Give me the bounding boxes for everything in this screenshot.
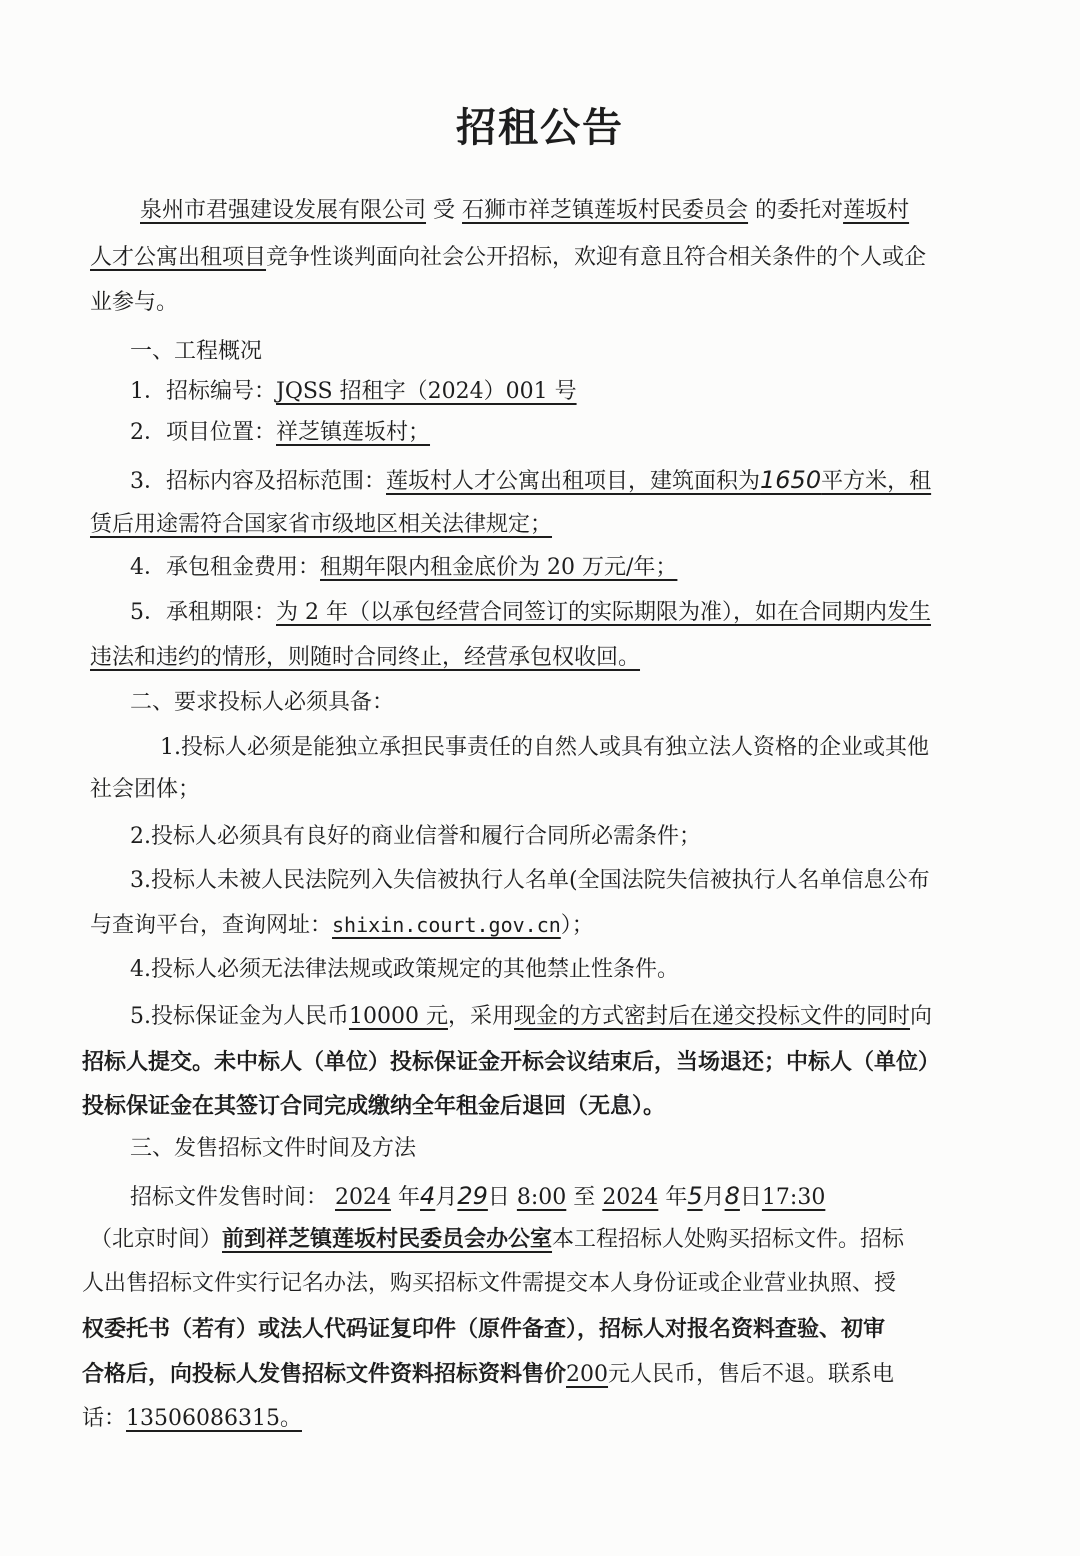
requirement-5-cont: 投标保证金在其签订合同完成缴纳全年租金后退回（无息）。 xyxy=(82,1093,666,1119)
item-location xyxy=(130,418,430,448)
req-text: 与查询平台，查询网址： xyxy=(90,913,333,938)
req-text: ，采用 xyxy=(447,1004,514,1029)
intro-text: 业参与。 xyxy=(90,290,179,315)
start-month-handwritten: 4 xyxy=(420,1182,436,1210)
requirement-1-cont: 社会团体； xyxy=(90,777,201,802)
date-unit: 年 xyxy=(398,1185,421,1210)
requirement-2: 2.投标人必须具有良好的商业信誉和履行合同所必需条件； xyxy=(130,824,701,849)
term-value: 违法和违约的情形，则随时合同终止，经营承包权收回。 xyxy=(90,645,641,670)
sale-text: 话： xyxy=(82,1406,127,1431)
requirement-4: 4.投标人必须无法律法规或政策规定的其他禁止性条件。 xyxy=(130,957,679,982)
item-label: 3．招标内容及招标范围： xyxy=(130,469,386,494)
scope-value: 赁后用途需符合国家省市级地区相关法律规定； xyxy=(90,512,553,537)
req-text: ）； xyxy=(560,913,594,938)
section-heading: 二、要求投标人必须具备： xyxy=(130,690,395,715)
date-unit: 日 xyxy=(487,1185,510,1210)
item-label: 5．承租期限： xyxy=(130,600,276,625)
deposit-amount: 10000 元 xyxy=(349,1004,448,1029)
start-time: 8:00 xyxy=(516,1185,567,1210)
item-term xyxy=(130,598,931,628)
sale-price xyxy=(82,1359,894,1390)
end-month-handwritten: 5 xyxy=(687,1182,703,1210)
requirement-1: 1.投标人必须是能独立承担民事责任的自然人或具有独立法人资格的企业或其他 xyxy=(160,735,929,760)
term-value: 为 2 年（以承包经营合同签订的实际期限为准），如在合同期内发生 xyxy=(276,600,931,625)
end-day-handwritten: 8 xyxy=(724,1182,740,1210)
sale-time xyxy=(130,1181,825,1213)
intro-line-3 xyxy=(90,288,178,318)
req-text: 5.投标保证金为人民币 xyxy=(130,1004,349,1029)
requirement-5 xyxy=(130,1002,932,1032)
requirement-5-cont: 招标人提交。未中标人（单位）投标保证金开标会议结束后，当场退还；中标人（单位） xyxy=(82,1049,941,1075)
date-unit: 年 xyxy=(665,1185,688,1210)
rent-value: 租期年限内租金底价为 20 万元/年； xyxy=(320,555,678,580)
section-heading: 三、发售招标文件时间及方法 xyxy=(130,1136,417,1161)
date-unit: 月 xyxy=(702,1185,725,1210)
contact-phone xyxy=(82,1404,302,1434)
sale-text: 元人民币，售后不退。联系电 xyxy=(608,1362,895,1387)
sale-location: 前到祥芝镇莲坂村民委员会办公室 xyxy=(222,1226,553,1252)
sale-place xyxy=(90,1224,904,1255)
item-label: 4．承包租金费用： xyxy=(130,555,320,580)
deposit-method: 现金的方式密封后在递交投标文件的同时 xyxy=(514,1004,911,1029)
location-value: 祥芝镇莲坂村； xyxy=(276,420,431,445)
req-text: 向 xyxy=(910,1004,933,1029)
item-scope-cont xyxy=(90,510,552,540)
requirement-3-cont xyxy=(90,910,594,941)
query-url: shixin.court.gov.cn xyxy=(332,913,561,937)
item-scope xyxy=(130,465,931,497)
item-label: 2．项目位置： xyxy=(130,420,276,445)
date-unit: 月 xyxy=(435,1185,458,1210)
end-time: 17:30 xyxy=(761,1185,826,1210)
scope-value: 莲坂村人才公寓出租项目，建筑面积为 xyxy=(386,469,761,494)
intro-text: 的委托对 xyxy=(755,198,844,223)
sale-text: （北京时间） xyxy=(90,1227,223,1252)
start-year: 2024 xyxy=(335,1185,392,1210)
intro-text: 竞争性谈判面向社会公开招标，欢迎有意且符合相关条件的个人或企 xyxy=(266,245,927,270)
project-name: 莲坂村 xyxy=(843,198,910,223)
requirement-3: 3.投标人未被人民法院列入失信被执行人名单(全国法院失信被执行人名单信息公布 xyxy=(130,868,930,893)
intro-line-1 xyxy=(140,196,909,226)
sale-method-cont: 权委托书（若有）或法人代码证复印件（原件备查），招标人对报名资料查验、初审 xyxy=(82,1316,886,1342)
client-committee: 石狮市祥芝镇莲坂村民委员会 xyxy=(462,198,749,223)
intro-line-2 xyxy=(90,243,926,273)
item-bid-number xyxy=(130,377,577,407)
scope-value: 平方米，租 xyxy=(821,469,932,494)
area-handwritten: 1650 xyxy=(760,466,822,494)
intro-text: 受 xyxy=(433,198,456,223)
section-heading: 一、工程概况 xyxy=(130,339,263,364)
project-name: 人才公寓出租项目 xyxy=(90,245,267,270)
document-price: 200 xyxy=(566,1362,609,1387)
sale-text: 本工程招标人处购买招标文件。招标 xyxy=(552,1227,905,1252)
sale-method xyxy=(82,1269,896,1299)
sale-text: 人出售招标文件实行记名办法，购买招标文件需提交本人身份证或企业营业执照、授 xyxy=(82,1271,897,1296)
sale-text: 合格后，向投标人发售招标文件资料招标资料售价 xyxy=(82,1361,567,1387)
date-unit: 日 xyxy=(739,1185,762,1210)
page-title: 招租公告 xyxy=(456,104,624,151)
date-unit: 至 xyxy=(573,1185,596,1210)
phone-number: 13506086315。 xyxy=(126,1406,302,1431)
item-label: 1．招标编号： xyxy=(130,379,276,404)
agent-company: 泉州市君强建设发展有限公司 xyxy=(140,198,427,223)
end-year: 2024 xyxy=(602,1185,659,1210)
bid-number: JQSS 招租字（2024）001 号 xyxy=(276,379,577,404)
sale-label: 招标文件发售时间： xyxy=(130,1185,329,1210)
start-day-handwritten: 29 xyxy=(457,1182,488,1210)
item-rent xyxy=(130,553,677,583)
item-term-cont xyxy=(90,643,640,673)
